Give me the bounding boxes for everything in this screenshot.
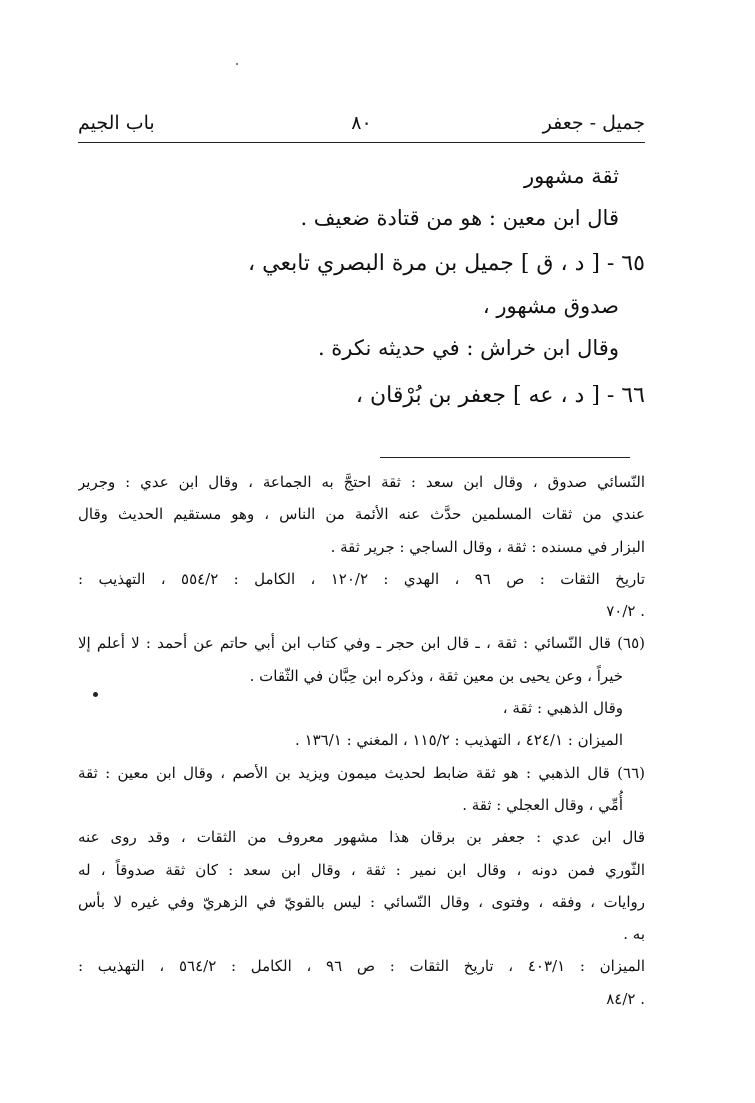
header-left: باب الجيم [78, 112, 155, 134]
main-line: قال ابن معين : هو من قتادة ضعيف . [300, 206, 619, 230]
main-text [78, 155, 645, 417]
footnote-line: عندي من ثقات المسلمين حدَّث عنه الأئمة من الناس ، وهو مستقيم الحديث وقال [78, 505, 645, 524]
entry-heading: ٦٦ - [ د ، عه ] جعفر بن بُرْقان ، [355, 383, 645, 408]
main-line: ثقة مشهور [523, 164, 619, 188]
footnote-line: به . [623, 925, 645, 944]
main-line: صدوق مشهور ، [482, 294, 619, 318]
running-header [78, 112, 645, 142]
footnote-line: . ٧٠/٢ [606, 602, 645, 621]
footnote-line: خيراً ، وعن يحيى بن معين ثقة ، وذكره ابن حِبَّان في الثّقات . [249, 666, 623, 685]
footnote-line: أُمِّي ، وقال العجلي : ثقة . [462, 795, 623, 814]
footnote-line: الميزان : ٤٢٤/١ ، التهذيب : ١١٥/٢ ، المغني : ١٣٦/١ . [295, 731, 623, 750]
footnote-line: روايات ، وفقه ، وفتوى ، وقال النّسائي : ليس بالقويّ في الزهريّ وفي غيره لا بأس [78, 892, 645, 911]
footnote-line: البزار في مسنده : ثقة ، وقال الساجي : جرير ثقة . [330, 537, 645, 556]
footnotes [78, 466, 645, 1015]
footnote-line: (٦٦) قال الذهبي : هو ثقة ضابط لحديث ميمون ويزيد بن الأصم ، وقال ابن معين : ثقة [78, 763, 645, 782]
footnote-line: وقال الذهبي : ثقة ، [502, 699, 623, 718]
footnote-line: (٦٥) قال النّسائي : ثقة ، ـ قال ابن حجر ـ وفي كتاب ابن أبي حاتم عن أحمد : لا أعلم إلا [78, 634, 645, 653]
header-right: جميل - جعفر [542, 112, 645, 134]
footnote-line: الميزان : ٤٠٣/١ ، تاريخ الثقات : ص ٩٦ ، الكامل : ٥٦٤/٢ ، التهذيب : [78, 957, 645, 976]
footnote-line: تاريخ الثقات : ص ٩٦ ، الهدي : ١٢٠/٢ ، الكامل : ٥٥٤/٢ ، التهذيب : [78, 569, 645, 588]
main-line: وقال ابن خراش : في حديثه نكرة . [317, 336, 619, 360]
footnote-line: النّسائي صدوق ، وقال ابن سعد : ثقة احتجَّ به الجماعة ، وقال ابن عدي : وجرير [78, 473, 645, 491]
page-number: ٨٠ [351, 112, 372, 134]
footnote-line: قال ابن عدي : جعفر بن برقان هذا مشهور معروف من الثقات ، وقد روى عنه [78, 828, 645, 847]
speck [236, 63, 238, 65]
footnote-rule [380, 457, 630, 458]
footnote-line: . ٨٤/٢ [606, 989, 645, 1008]
entry-heading: ٦٥ - [ د ، ق ] جميل بن مرة البصري تابعي ، [248, 251, 645, 276]
footnote-line: الثّوري فمن دونه ، وقال ابن نمير : ثقة ، وقال ابن سعد : كان ثقة صدوقاً ، له [78, 860, 645, 879]
header-rule [78, 142, 645, 143]
